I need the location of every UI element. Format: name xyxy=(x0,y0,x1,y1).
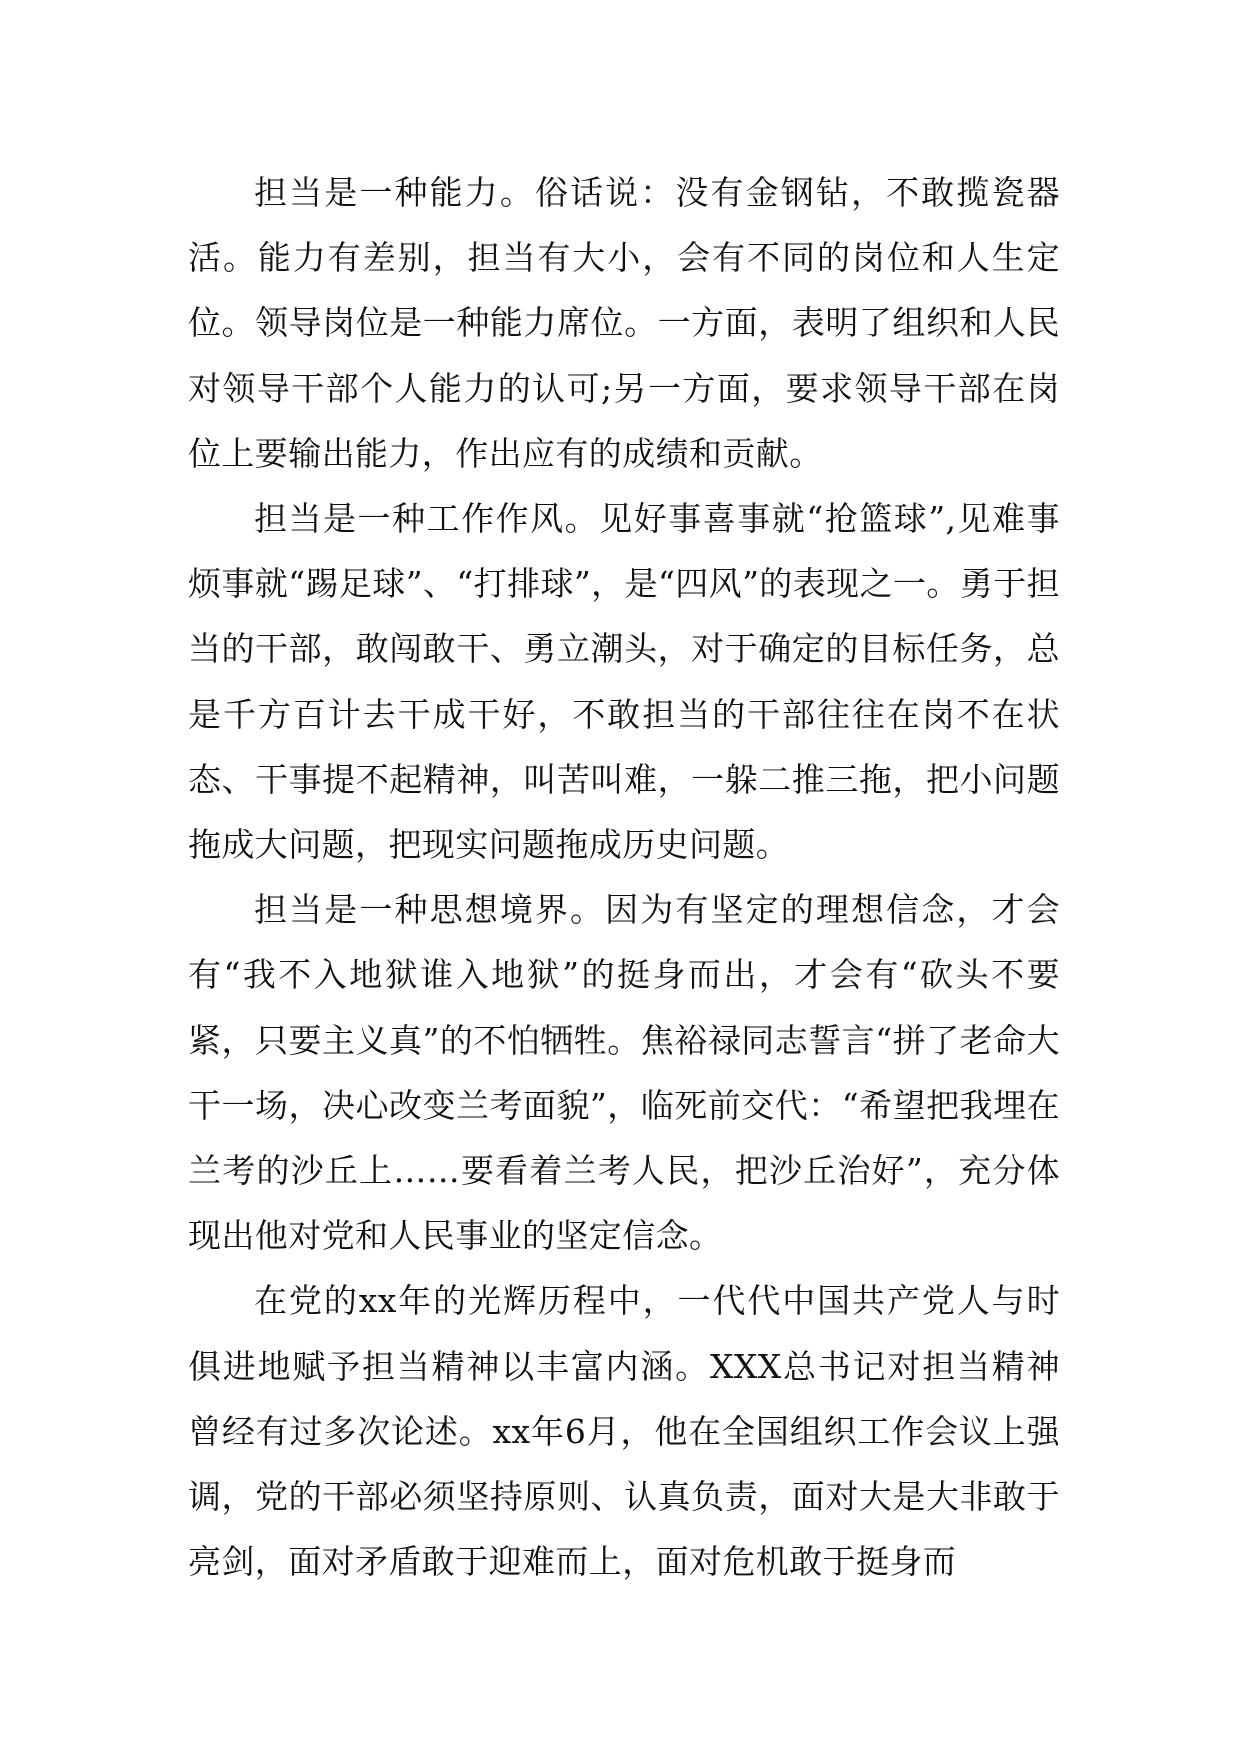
paragraph-ideological-realm: 担当是一种思想境界。因为有坚定的理想信念，才会有“我不入地狱谁入地狱”的挺身而出，才会有“砍头不要紧，只要主义真”的不怕牺牲。焦裕禄同志誓言“拼了老命大干一场，决心改变兰考面貌”，临死前交代：“希望把我埋在兰考的沙丘上……要看着兰考人民，把沙丘治好”，充分体现出他对党和人民事业的坚定信念。 xyxy=(188,890,1060,1256)
paragraph-party-history: 在党的xx年的光辉历程中，一代代中国共产党人与时俱进地赋予担当精神以丰富内涵。XXX总书记对担当精神曾经有过多次论述。xx年6月，他在全国组织工作会议上强调，党的干部必须坚持原则、认真负责，面对大是大非敢于亮剑，面对矛盾敢于迎难而上，面对危机敢于挺身而 xyxy=(188,1281,1060,1582)
paragraph-ability: 担当是一种能力。俗话说：没有金钢钻，不敢揽瓷器活。能力有差别，担当有大小，会有不同的岗位和人生定位。领导岗位是一种能力席位。一方面，表明了组织和人民对领导干部个人能力的认可;另一方面，要求领导干部在岗位上要输出能力，作出应有的成绩和贡献。 xyxy=(188,173,1060,473)
paragraph-work-style: 担当是一种工作作风。见好事喜事就“抢篮球”,见难事烦事就“踢足球”、“打排球”，是“四风”的表现之一。勇于担当的干部，敢闯敢干、勇立潮头，对于确定的目标任务，总是千方百计去干成干好，不敢担当的干部往往在岗不在状态、干事提不起精神，叫苦叫难，一躲二推三拖，把小问题拖成大问题，把现实问题拖成历史问题。 xyxy=(188,499,1060,865)
document-body xyxy=(188,160,1060,1594)
